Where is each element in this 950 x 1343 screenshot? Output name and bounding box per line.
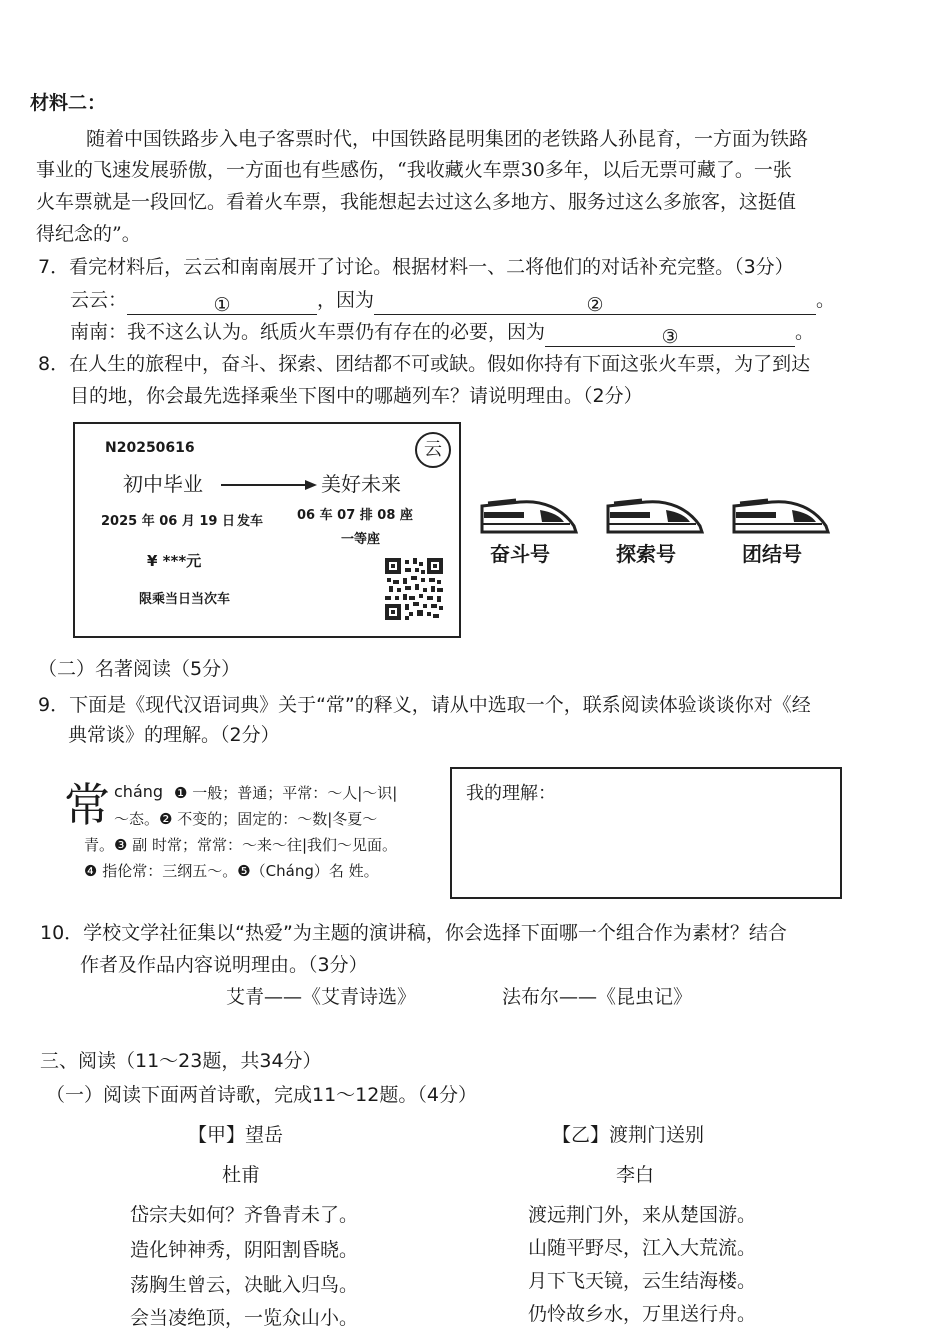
- q7-nan-text: 南南：我不这么认为。纸质火车票仍有存在的必要，因为: [70, 321, 546, 343]
- arrow-right-icon: [221, 478, 317, 492]
- dictionary-def-line: ❹ 指伦常：三纲五～。❺（Cháng）名 姓。: [84, 862, 379, 880]
- poem-1-line: 会当凌绝顶，一览众山小。: [130, 1307, 359, 1329]
- ticket-depart: 发车: [237, 514, 264, 529]
- question-10-line1: 10．学校文学社征集以“热爱”为主题的演讲稿，你会选择下面哪一个组合作为素材？结合: [40, 922, 787, 944]
- question-10-line2: 作者及作品内容说明理由。（3分）: [80, 954, 368, 976]
- question-8-line2: 目的地，你会最先选择乘坐下图中的哪趟列车？请说明理由。（2分）: [70, 385, 643, 407]
- q7-blank-1[interactable]: ①: [127, 292, 317, 315]
- q7-blank-2[interactable]: ②: [374, 292, 816, 315]
- ticket-date: 2025 年 06 月 19 日: [101, 514, 235, 529]
- poem-1-line: 造化钟神秀，阴阳割昏晓。: [130, 1239, 359, 1261]
- q7-yun-label: 云云：: [70, 289, 128, 311]
- ticket-badge: 云: [415, 432, 451, 468]
- material2-paragraph-line: 事业的飞速发展骄傲，一方面也有些感伤，“我收藏火车票30多年，以后无票可藏了。一张: [36, 159, 792, 181]
- poem-2-author: 李白: [616, 1164, 655, 1186]
- q10-option-2: 法布尔——《昆虫记》: [502, 986, 693, 1008]
- question-9-line1: 9．下面是《现代汉语词典》关于“常”的释义，请从中选取一个，联系阅读体验谈谈你对《经: [38, 694, 811, 716]
- q7-because: ，因为: [317, 289, 375, 311]
- poem-2-line: 仍怜故乡水，万里送行舟。: [528, 1303, 757, 1325]
- ticket-note: 限乘当日当次车: [139, 592, 231, 607]
- dictionary-pinyin: cháng: [114, 782, 164, 801]
- ticket-from: 初中毕业: [123, 472, 203, 496]
- train-ticket: [73, 422, 461, 638]
- ticket-seat: 06 车 07 排 08 座: [297, 508, 413, 523]
- question-7: 7．看完材料后，云云和南南展开了讨论。根据材料一、二将他们的对话补充完整。（3分）: [38, 256, 794, 278]
- answer-box[interactable]: [450, 767, 842, 899]
- ticket-to: 美好未来: [321, 472, 401, 496]
- dictionary-entry: [64, 778, 444, 898]
- ticket-number: N20250616: [105, 440, 195, 456]
- dictionary-headword: 常: [64, 778, 110, 832]
- high-speed-train-icon: [606, 494, 706, 544]
- answer-box-label: 我的理解：: [466, 783, 556, 804]
- train-label-tansuo[interactable]: 探索号: [616, 542, 676, 566]
- high-speed-train-icon: [732, 494, 832, 544]
- poem-2-line: 渡远荆门外，来从楚国游。: [528, 1204, 757, 1226]
- material2-paragraph-line: 火车票就是一段回忆。看着火车票，我能想起去过这么多地方、服务过这么多旅客，这挺值: [36, 191, 797, 213]
- poem-2-title: 【乙】渡荆门送别: [552, 1124, 705, 1146]
- train-label-tuanjie[interactable]: 团结号: [742, 542, 802, 566]
- high-speed-train-icon: [480, 494, 580, 544]
- material2-paragraph-line: 随着中国铁路步入电子客票时代，中国铁路昆明集团的老铁路人孙昆育，一方面为铁路: [86, 128, 809, 150]
- section-2-heading: （二）名著阅读（5分）: [38, 658, 241, 680]
- section-3-heading: 三、阅读（11～23题，共34分）: [40, 1050, 322, 1072]
- qr-code-icon: [385, 558, 443, 620]
- poem-1-title: 【甲】望岳: [188, 1124, 284, 1146]
- q7-blank-3[interactable]: ③: [545, 324, 795, 347]
- q10-option-1: 艾青——《艾青诗选》: [226, 986, 417, 1008]
- section-3-subheading: （一）阅读下面两首诗歌，完成11～12题。（4分）: [46, 1084, 477, 1106]
- ticket-class: 一等座: [341, 532, 381, 547]
- poem-2-line: 月下飞天镜，云生结海楼。: [528, 1270, 757, 1292]
- material2-heading: 材料二：: [30, 92, 107, 114]
- poem-1-line: 岱宗夫如何？齐鲁青未了。: [130, 1204, 359, 1226]
- q7-period: 。: [795, 321, 815, 343]
- question-8-line1: 8．在人生的旅程中，奋斗、探索、团结都不可或缺。假如你持有下面这张火车票，为了到达: [38, 353, 811, 375]
- question-9-line2: 典常谈》的理解。（2分）: [68, 724, 280, 746]
- poem-1-author: 杜甫: [222, 1164, 261, 1186]
- train-label-fendou[interactable]: 奋斗号: [490, 542, 550, 566]
- dictionary-def-line: 青。❸ 副 时常；常常：～来～往|我们～见面。: [84, 836, 398, 854]
- poem-1-line: 荡胸生曾云，决眦入归鸟。: [130, 1274, 359, 1296]
- q7-period: 。: [816, 289, 836, 311]
- dictionary-def-line: ❶ 一般；普通；平常：～人|～识|: [174, 784, 398, 802]
- q7-yun-line: [70, 285, 835, 315]
- dictionary-def-line: ～态。❷ 不变的；固定的：～数|冬夏～: [114, 810, 378, 828]
- material2-paragraph-line: 得纪念的”。: [36, 223, 141, 245]
- q7-nan-line: [70, 317, 814, 347]
- ticket-price: ¥ ***元: [147, 552, 202, 570]
- poem-2-line: 山随平野尽，江入大荒流。: [528, 1237, 757, 1259]
